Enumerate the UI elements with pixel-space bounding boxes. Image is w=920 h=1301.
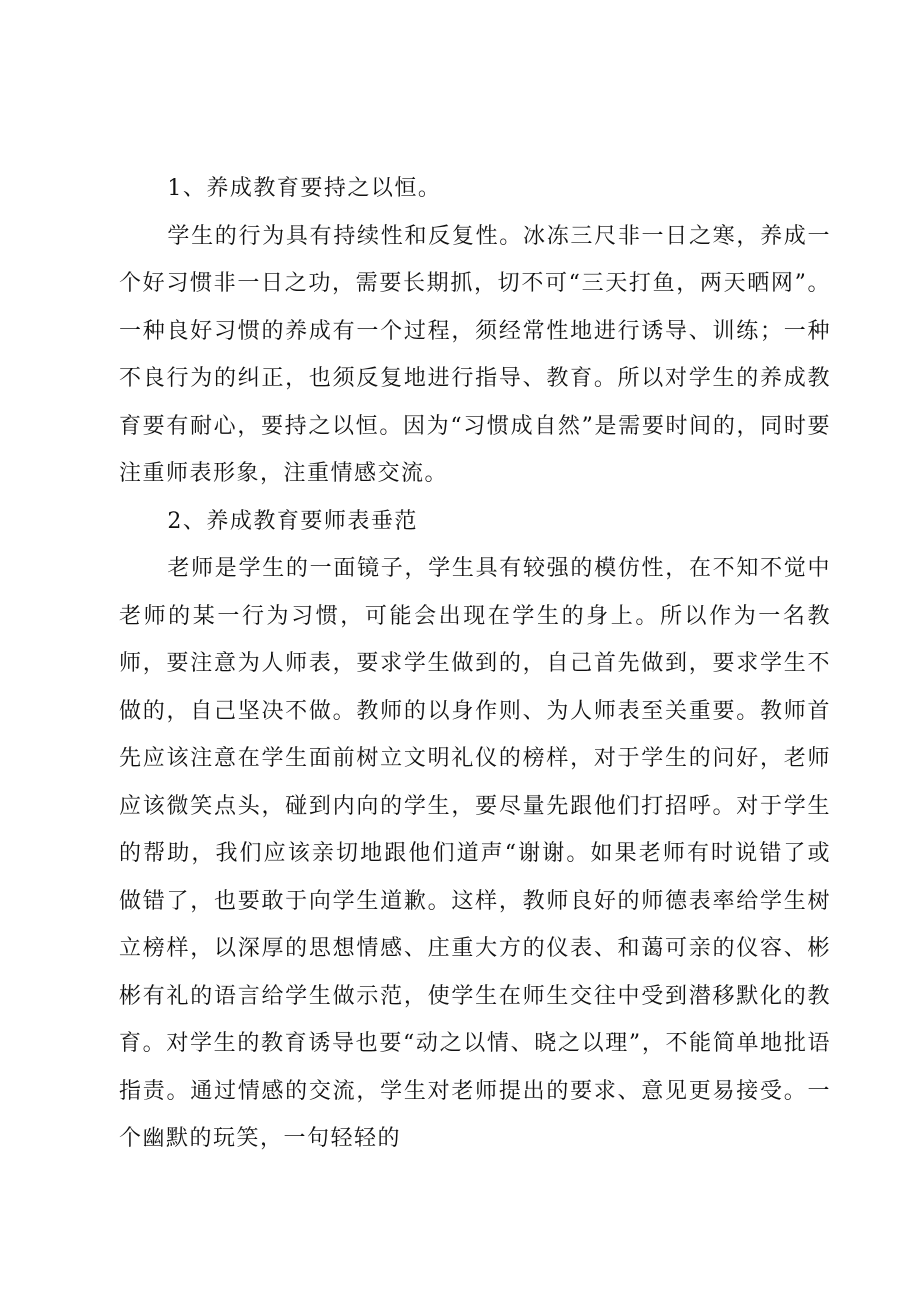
section-2-heading: 2、养成教育要师表垂范 xyxy=(167,508,418,534)
document-body xyxy=(119,165,831,1163)
section-1-paragraph: 学生的行为具有持续性和反复性。冰冻三尺非一日之寒，养成一个好习惯非一日之功，需要长期抓，切不可“三天打鱼，两天晒网”。一种良好习惯的养成有一个过程，须经常性地进行诱导、训练；一种不良行为的纠正，也须反复地进行指导、教育。所以对学生的养成教育要有耐心，要持之以恒。因为“习惯成自然”是需要时间的，同时要注重师表形象，注重情感交流。 xyxy=(119,223,831,486)
section-2-paragraph: 老师是学生的一面镜子，学生具有较强的模仿性，在不知不觉中老师的某一行为习惯，可能会出现在学生的身上。所以作为一名教师，要注意为人师表，要求学生做到的，自己首先做到，要求学生不做的，自己坚决不做。教师的以身作则、为人师表至关重要。教师首先应该注意在学生面前树立文明礼仪的榜样，对于学生的问好，老师应该微笑点头，碰到内向的学生，要尽量先跟他们打招呼。对于学生的帮助，我们应该亲切地跟他们道声“谢谢。如果老师有时说错了或做错了，也要敢于向学生道歉。这样，教师良好的师德表率给学生树立榜样，以深厚的思想情感、庄重大方的仪表、和蔼可亲的仪容、彬彬有礼的语言给学生做示范，使学生在师生交往中受到潜移默化的教育。对学生的教育诱导也要“动之以情、晓之以理”，不能简单地批语指责。通过情感的交流，学生对老师提出的要求、意见更易接受。一个幽默的玩笑，一句轻轻的 xyxy=(119,556,831,1151)
section-1-heading: 1、养成教育要持之以恒。 xyxy=(167,176,442,201)
